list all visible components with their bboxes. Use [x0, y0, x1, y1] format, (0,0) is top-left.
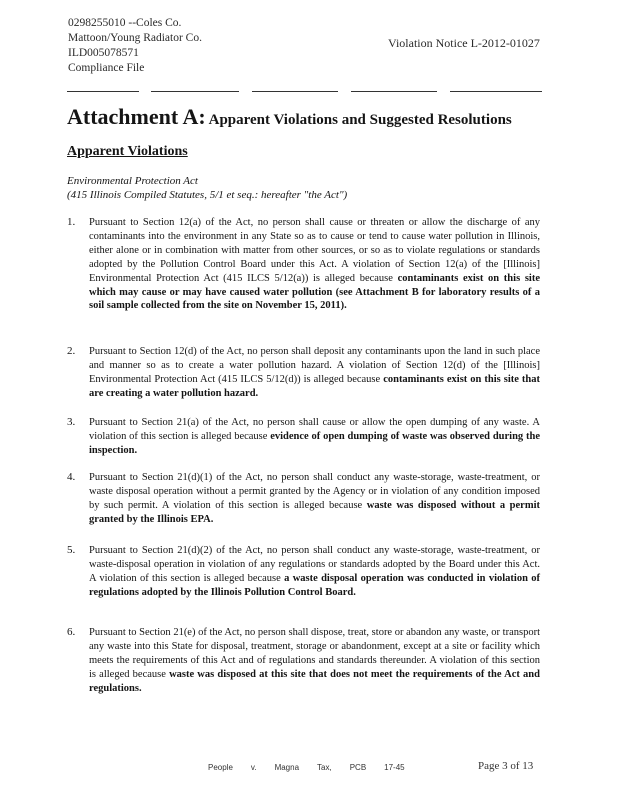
statute-citation: (415 Illinois Compiled Statutes, 5/1 et seq.: hereafter "the Act"): [67, 189, 348, 201]
violation-number: 2.: [67, 345, 76, 357]
violation-text: Pursuant to Section 21(d)(2) of the Act, no person shall conduct any waste-storage, waste-treatment, or waste-disposal operation in violation of any regulations or standards adopted by the Board under this Act. A violation of this section is alleged because a waste disposal operation was conducted in violation of regulations adopted by the Illinois Pollution Control Board.: [89, 545, 540, 598]
violation-number: 4.: [67, 471, 76, 483]
facility-name-line: Mattoon/Young Radiator Co.: [68, 32, 202, 44]
stamp-word: Magna: [274, 763, 300, 772]
page-number: Page 3 of 13: [478, 760, 534, 772]
epa-id-line: ILD005078571: [68, 47, 139, 59]
violation-number: 6.: [67, 626, 76, 638]
attachment-title: [67, 104, 512, 130]
header-rule-segment: [351, 91, 437, 92]
violation-text: Pursuant to Section 12(a) of the Act, no person shall cause or threaten or allow the discharge of any contaminants into the environment in any State so as to cause or tend to cause water pollution in Illinois, either alone or in combination with matter from other sources, or so as to violate regulations or standards adopted by the Pollution Control Board under this Act. A violation of Section 12(a) of the [Illinois] Environmental Protection Act (415 ILCS 5/12(a)) is alleged because contaminants exist on this site which may cause or may have caused water pollution (see Attachment B for laboratory results of a soil sample collected from the site on November 15, 2011).: [89, 217, 540, 312]
stamp-word: 17-45: [384, 763, 405, 772]
stamp-word: PCB: [349, 763, 367, 772]
file-type-line: Compliance File: [68, 62, 145, 74]
header-rule-segment: [67, 91, 139, 92]
violation-number: 3.: [67, 416, 76, 428]
statute-reference: [67, 174, 347, 202]
violation-text: Pursuant to Section 12(d) of the Act, no person shall deposit any contaminants upon the land in such place and manner so as to create a water pollution hazard. A violation of Section 12(d) of the [Illinois] Environmental Protection Act (415 ILCS 5/12(d)) is alleged because contaminants exist on this site that are creating a water pollution hazard.: [89, 346, 540, 399]
stamp-word: Tax,: [317, 763, 332, 772]
violation-text: Pursuant to Section 21(d)(1) of the Act, no person shall conduct any waste-storage, waste-treatment, or waste disposal operation without a permit granted by the Agency or in violation of any condition imposed by such permit. A violation of this section is alleged because waste was disposed without a permit granted by the Illinois EPA.: [89, 472, 540, 525]
file-reference-block: [68, 16, 202, 76]
violation-text: Pursuant to Section 21(a) of the Act, no person shall cause or allow the open dumping of any waste. A violation of this section is alleged because evidence of open dumping of waste was observed during the inspection.: [89, 417, 540, 456]
header-rule-segment: [151, 91, 239, 92]
violation-text: Pursuant to Section 21(e) of the Act, no person shall dispose, treat, store or abandon any waste, or transport any waste into this State for disposal, treatment, storage or abandonment, except at a site or facility which meets the requirements of this Act and of regulations and standards thereunder. A violation of this section is alleged because waste was disposed at this site that does not meet the requirements of the Act and regulations.: [89, 627, 540, 694]
stamp-word: People: [208, 763, 233, 772]
violation-number: 1.: [67, 216, 76, 228]
site-id-line: 0298255010 --Coles Co.: [68, 17, 182, 29]
stamp-word: v.: [250, 763, 257, 772]
statute-name: Environmental Protection Act: [67, 175, 198, 187]
header-rule-segment: [252, 91, 338, 92]
violation-number: 5.: [67, 544, 76, 556]
attachment-subtitle: Apparent Violations and Suggested Resolutions: [205, 112, 512, 128]
attachment-label: Attachment A:: [67, 104, 206, 129]
filing-stamp: [208, 763, 423, 772]
section-heading: Apparent Violations: [67, 144, 188, 159]
header-rule-segment: [450, 91, 542, 92]
violation-notice-number: Violation Notice L-2012-01027: [388, 36, 540, 50]
